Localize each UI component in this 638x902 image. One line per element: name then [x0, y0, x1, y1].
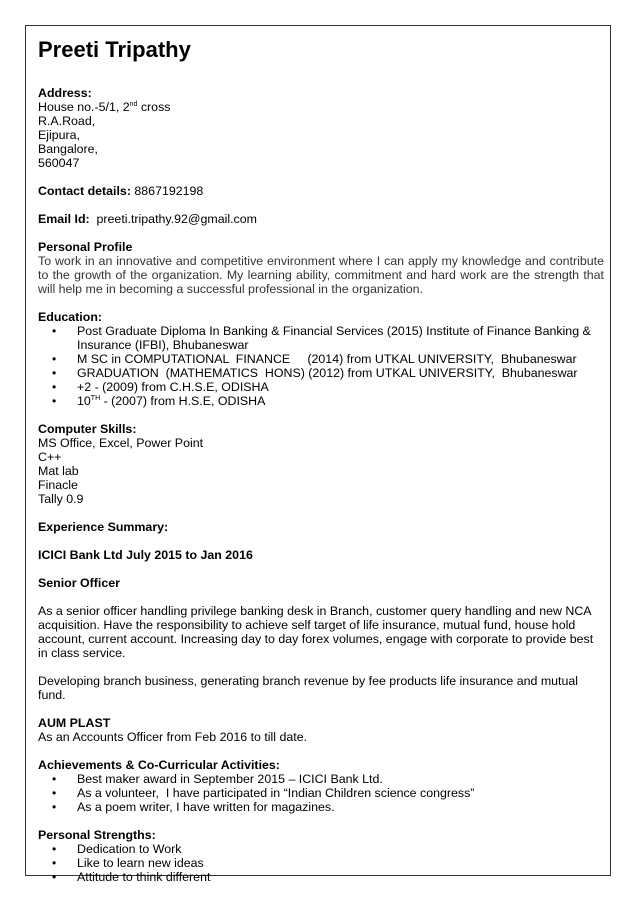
education-item-sup: TH	[90, 395, 101, 402]
email-value: preeti.tripathy.92@gmail.com	[89, 212, 257, 226]
skill-item: MS Office, Excel, Power Point	[38, 436, 204, 450]
education-item: • M SC in COMPUTATIONAL FINANCE (2014) from UTKAL UNIVERSITY, Bhubaneswar	[38, 352, 604, 366]
experience-role: Senior Officer	[38, 576, 120, 590]
education-item	[38, 394, 604, 408]
address-line-4: Bangalore,	[38, 142, 98, 156]
experience-company-2: AUM PLAST	[38, 716, 111, 730]
strengths-list	[38, 842, 604, 884]
experience-company: ICICI Bank Ltd July 2015 to Jan 2016	[38, 548, 253, 562]
education-item: • GRADUATION (MATHEMATICS HONS) (2012) from UTKAL UNIVERSITY, Bhubaneswar	[38, 366, 604, 380]
achievement-item: • As a volunteer, I have participated in “Indian Children science congress”	[38, 786, 604, 800]
skill-item: Mat lab	[38, 464, 79, 478]
strengths-section	[38, 828, 604, 884]
profile-section	[38, 240, 604, 296]
experience-description: As a senior officer handling privilege banking desk in Branch, customer query handling and new NCA acquisition. Have the responsibility to achieve self target of life insurance, mutual fund, house hold account, current account. Increasing day to day forex volumes, engage with corporate to provide best in class service.	[38, 604, 594, 660]
education-section	[38, 310, 604, 408]
computer-skills-section	[38, 422, 604, 506]
contact-section	[38, 184, 604, 198]
strength-item: • Dedication to Work	[38, 842, 604, 856]
address-line-3: Ejipura,	[38, 128, 81, 142]
experience-label: Experience Summary:	[38, 520, 169, 534]
address-section	[38, 86, 604, 170]
email-section	[38, 212, 604, 226]
education-item-text: 10	[77, 394, 91, 408]
achievements-list	[38, 772, 604, 814]
education-list	[38, 324, 604, 408]
education-item-suffix: - (2007) from H.S.E, ODISHA	[100, 394, 266, 408]
achievements-label: Achievements & Co-Curricular Activities:	[38, 758, 280, 772]
address-line-5: 560047	[38, 156, 80, 170]
education-item: • +2 - (2009) from C.H.S.E, ODISHA	[38, 380, 604, 394]
skill-item: C++	[38, 450, 62, 464]
resume-content	[38, 36, 604, 898]
profile-text: To work in an innovative and competitive environment where I can apply my knowledge and contribute to the growth of the organization. My learning ability, commitment and hard work are the strength that will help me in becoming a successful professional in the organization.	[38, 254, 604, 296]
profile-label: Personal Profile	[38, 240, 133, 254]
experience-description-2: Developing branch business, generating branch revenue by fee products life insurance and mutual fund.	[38, 674, 579, 702]
address-line-1-sup: nd	[129, 101, 138, 108]
computer-skills-label: Computer Skills:	[38, 422, 137, 436]
strengths-label: Personal Strengths:	[38, 828, 156, 842]
strength-item: • Like to learn new ideas	[38, 856, 604, 870]
address-line-1-suffix: cross	[137, 100, 171, 114]
email-label: Email Id:	[38, 212, 90, 226]
achievement-item: • As a poem writer, I have written for magazines.	[38, 800, 604, 814]
contact-value: 8867192198	[130, 184, 204, 198]
education-item: • Post Graduate Diploma In Banking & Financial Services (2015) Institute of Finance Banking & Insurance (IFBI), Bhubaneswar	[38, 324, 604, 352]
skill-item: Tally 0.9	[38, 492, 84, 506]
achievements-section	[38, 758, 604, 814]
achievement-item: • Best maker award in September 2015 – ICICI Bank Ltd.	[38, 772, 604, 786]
skill-item: Finacle	[38, 478, 78, 492]
address-line-1	[38, 100, 604, 114]
address-line-2: R.A.Road,	[38, 114, 96, 128]
address-line-1-text: House no.-5/1, 2	[38, 100, 130, 114]
contact-label: Contact details:	[38, 184, 131, 198]
experience-section	[38, 520, 604, 744]
experience-role-2: As an Accounts Officer from Feb 2016 to till date.	[38, 730, 308, 744]
address-label: Address:	[38, 86, 92, 100]
education-label: Education:	[38, 310, 103, 324]
candidate-name: Preeti Tripathy	[38, 37, 191, 62]
strength-item: • Attitude to think different	[38, 870, 604, 884]
